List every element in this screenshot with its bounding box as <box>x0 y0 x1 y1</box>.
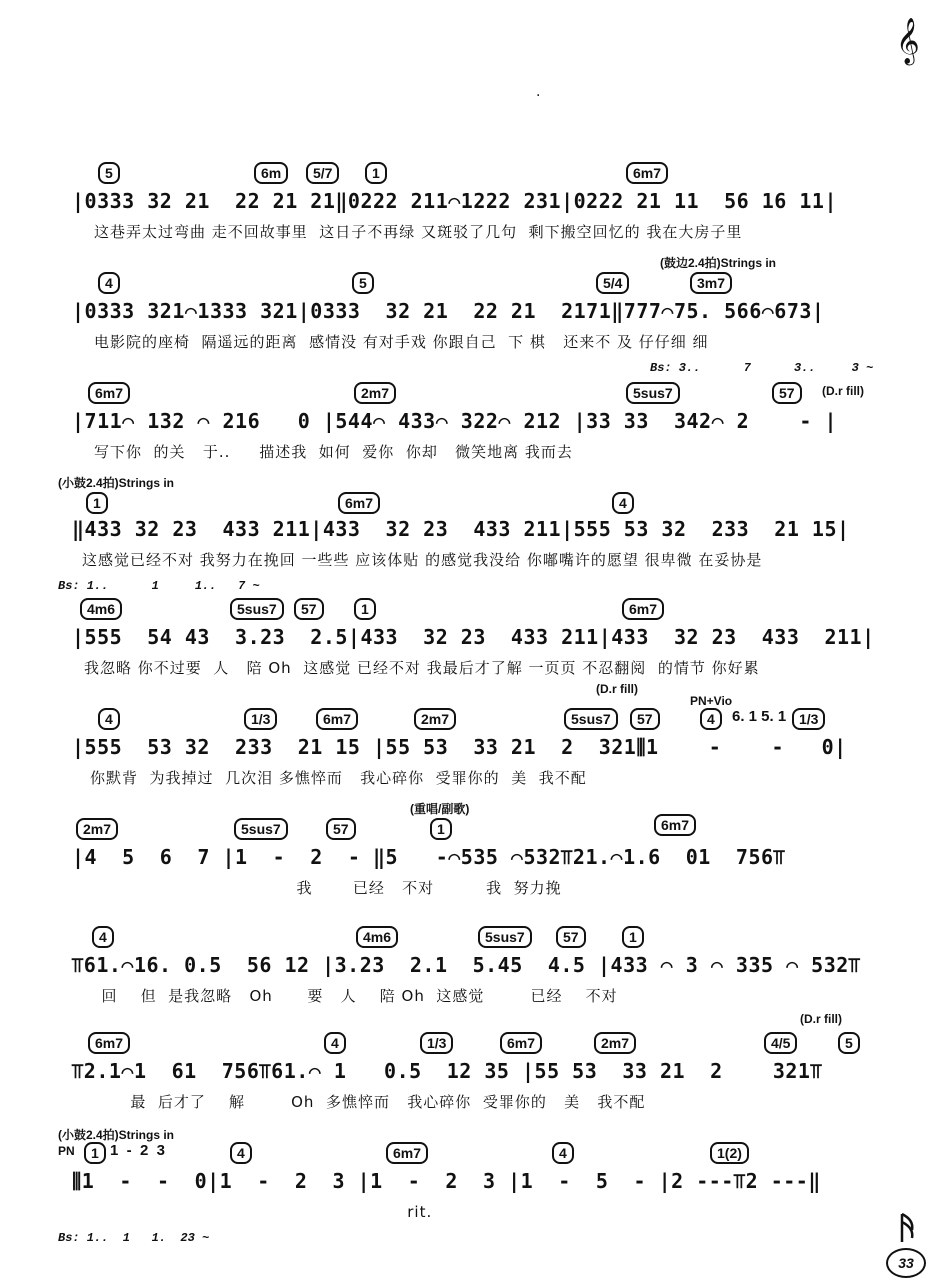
chord-box: 4/5 <box>764 1032 797 1054</box>
system-2 <box>0 256 932 392</box>
lyrics-line: 这巷弄太过弯曲 走不回故事里 这日子不再绿 又斑驳了几句 剩下搬空回忆的 我在大房子里 <box>94 223 743 241</box>
chord-box: 5 <box>352 272 374 294</box>
treble-clef-icon: 𝄞 <box>896 18 920 64</box>
lyrics-line: 这感觉已经不对 我努力在挽回 一些些 应该体贴 的感觉我没给 你嘟嘴许的愿望 很卑微 在妥协是 <box>82 551 763 569</box>
chord-box: 5 <box>838 1032 860 1054</box>
notation-line: |555 54 43 3.23 2.5|433 32 23 433 211|433 32 23 433 211| <box>72 625 875 649</box>
chord-box: 6m7 <box>500 1032 542 1054</box>
annotation: (小鼓2.4拍)Strings in <box>58 1128 175 1142</box>
chord-box: 5 <box>98 162 120 184</box>
notation-line: ‖433 32 23 433 211|433 32 23 433 211|555 53 32 233 21 15| <box>72 517 850 541</box>
system-8 <box>0 926 932 1046</box>
chord-box: 6m7 <box>338 492 380 514</box>
annotation: (D.r fill) <box>822 384 864 398</box>
chord-box: 3m7 <box>690 272 732 294</box>
annotation: (D.r fill) <box>800 1012 842 1026</box>
chord-box: 57 <box>772 382 802 404</box>
notation-line: |0333 32 21 22 21 21‖0222 211⌒1222 231|0222 21 11 56 16 11| <box>72 189 838 213</box>
system-1 <box>0 162 932 282</box>
chord-box: 5sus7 <box>234 818 288 840</box>
chord-box: 1/3 <box>792 708 825 730</box>
annotation: PN <box>58 1144 75 1158</box>
chord-box: 5/4 <box>596 272 629 294</box>
lyrics-line: 你默背 为我掉过 几次泪 多憔悴而 我心碎你 受罪你的 美 我不配 <box>90 769 587 787</box>
chord-box: 4 <box>612 492 634 514</box>
notation-line: |555 53 32 233 21 15 |55 53 33 21 2 321⫼1 - - 0| <box>72 735 847 759</box>
chord-box: 2m7 <box>76 818 118 840</box>
chord-box: 57 <box>556 926 586 948</box>
chord-box: 57 <box>630 708 660 730</box>
annotation: (鼓边2.4拍)Strings in <box>660 256 777 270</box>
chord-box: 1/3 <box>244 708 277 730</box>
chord-box: 6m7 <box>654 814 696 836</box>
chord-box: 1 <box>622 926 644 948</box>
bass-line: Bs: 1.. 1 1. 23 ~ <box>58 1231 210 1245</box>
notation-line: |4 5 6 7 |1 - 2 - ‖5 -⌒535 ⌒532⫪21.⌒1.6 01 756⫪ <box>72 845 786 869</box>
chord-box: 6m7 <box>316 708 358 730</box>
chord-box: 1 <box>365 162 387 184</box>
chord-box: 5sus7 <box>626 382 680 404</box>
chord-box: 5/7 <box>306 162 339 184</box>
chord-box: 5sus7 <box>230 598 284 620</box>
notation-line: ⫪61.⌒16. 0.5 56 12 |3.23 2.1 5.45 4.5 |433 ⌒ 3 ⌒ 335 ⌒ 532⫪ <box>72 953 861 977</box>
lyrics-line: 最 后才了 解 Oh 多憔悴而 我心碎你 受罪你的 美 我不配 <box>90 1093 646 1111</box>
chord-box: 4 <box>92 926 114 948</box>
chord-box: 4 <box>98 272 120 294</box>
chord-box: 1 <box>354 598 376 620</box>
system-5 <box>0 598 932 718</box>
chord-box: 1(2) <box>710 1142 749 1164</box>
chord-box: 6m7 <box>626 162 668 184</box>
chord-box: 2m7 <box>594 1032 636 1054</box>
sixteenth-note-flag-icon <box>900 1212 916 1244</box>
system-4 <box>0 476 932 610</box>
lyrics-line: 电影院的座椅 隔遥远的距离 感情没 有对手戏 你跟自己 下 棋 还来不 及 仔仔细 细 <box>94 333 709 351</box>
chord-box: 4 <box>700 708 722 730</box>
chord-box: 2m7 <box>414 708 456 730</box>
chord-box: 4 <box>98 708 120 730</box>
lyrics-line: 写下你 的关 于.. 描述我 如何 爱你 你却 微笑地离 我而去 <box>94 443 573 461</box>
lyrics-line: 回 但 是我忽略 Oh 要 人 陪 Oh 这感觉 已经 不对 <box>90 987 618 1005</box>
annotation: (小鼓2.4拍)Strings in <box>58 476 175 490</box>
bass-line: Bs: 3.. 7 3.. 3 ~ <box>650 361 874 375</box>
notation-line: |0333 321⌒1333 321|0333 32 21 22 21 2171‖777⌒75. 566⌒673| <box>72 299 825 323</box>
annotation: PN+Vio <box>690 694 733 708</box>
bass-line: Bs: 1.. 1 1.. 7 ~ <box>58 579 260 593</box>
notation-line: |711⌒ 132 ⌒ 216 0 |544⌒ 433⌒ 322⌒ 212 |33 33 342⌒ 2 - | <box>72 409 838 433</box>
chord-box: 1/3 <box>420 1032 453 1054</box>
chord-box: 4m6 <box>356 926 398 948</box>
chord-box: 5sus7 <box>478 926 532 948</box>
notation-line: ⫼1 - - 0|1 - 2 3 |1 - 2 3 |1 - 5 - |2 ---⫪2 ---‖ <box>72 1169 821 1193</box>
chord-box: 6m7 <box>88 382 130 404</box>
chord-box: 5sus7 <box>564 708 618 730</box>
chord-box: 57 <box>294 598 324 620</box>
chord-box: 1 <box>84 1142 106 1164</box>
annotation: (重唱/副歌) <box>410 802 470 816</box>
system-7 <box>0 802 932 938</box>
chord-box: 1 <box>86 492 108 514</box>
lyrics-line: rit. <box>90 1203 433 1221</box>
lyrics-line: 我忽略 你不过要 人 陪 Oh 这感觉 已经不对 我最后才了解 一页页 不忍翻阅 的情节 你好累 <box>84 659 760 677</box>
system-10 <box>0 1128 932 1262</box>
chord-box: 6m <box>254 162 288 184</box>
chord-box: 6m7 <box>88 1032 130 1054</box>
chord-box: 2m7 <box>354 382 396 404</box>
chord-box: 6m7 <box>622 598 664 620</box>
chord-box: 4 <box>324 1032 346 1054</box>
chord-box: 1 <box>430 818 452 840</box>
chord-box: 57 <box>326 818 356 840</box>
notation-line: ⫪2.1⌒1 61 756⫪61.⌒ 1 0.5 12 35 |55 53 33 21 2 321⫪ <box>72 1059 823 1083</box>
chord-box: 4 <box>230 1142 252 1164</box>
chord-box: 6m7 <box>386 1142 428 1164</box>
lyrics-line: 我 已经 不对 我 努力挽 <box>60 879 562 897</box>
annotation: 1 - 2 3 <box>110 1142 166 1159</box>
annotation: 6. 1 5. 1 <box>732 708 787 725</box>
annotation: (D.r fill) <box>596 682 638 696</box>
chord-box: 4 <box>552 1142 574 1164</box>
page-number: 33 <box>886 1248 926 1278</box>
center-mark: . <box>536 84 541 100</box>
chord-box: 4m6 <box>80 598 122 620</box>
